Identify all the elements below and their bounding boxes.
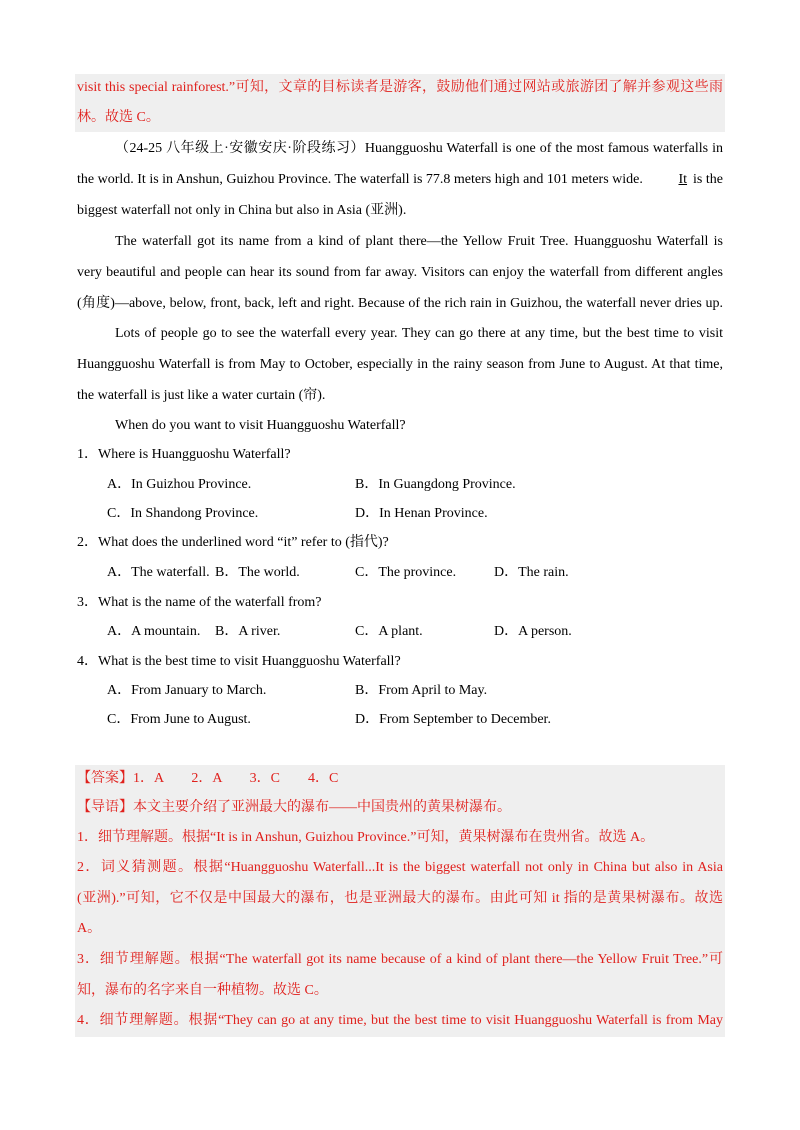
question-4-option-d[interactable]: D．From September to December. xyxy=(355,712,551,727)
passage-p1-line-2-tail: is the xyxy=(693,172,723,187)
question-3-option-d[interactable]: D．A person. xyxy=(494,624,572,639)
explanation-2-line-2: (亚洲).”可知，它不仅是中国最大的瀑布，也是亚洲最大的瀑布。由此可知 it 指的是黄果树瀑布。故选 xyxy=(77,891,723,906)
question-2-option-a[interactable]: A．The waterfall. xyxy=(107,565,210,580)
question-3-stem: 3．What is the name of the waterfall from? xyxy=(77,595,322,610)
question-1-option-a[interactable]: A．In Guizhou Province. xyxy=(107,477,252,492)
question-4-option-c[interactable]: C．From June to August. xyxy=(107,712,251,727)
passage-p1-line-2 xyxy=(77,170,723,190)
explanation-3-line-2: 知，瀑布的名字来自一种植物。故选 C。 xyxy=(77,983,328,998)
passage-p1-line-1: （24-25 八年级上·安徽安庆·阶段练习）Huangguoshu Waterfall is one of the most famous waterfalls in xyxy=(115,141,723,156)
passage-p2-line-1: The waterfall got its name from a kind of plant there—the Yellow Fruit Tree. Huangguoshu Waterfall is xyxy=(115,234,723,249)
prev-answer-line-2: 林。故选 C。 xyxy=(77,110,160,125)
passage-p3-line-1: Lots of people go to see the waterfall every year. They can go there at any time, but the best time to visit xyxy=(115,326,723,341)
question-1-option-b[interactable]: B．In Guangdong Province. xyxy=(355,477,516,492)
explanation-4-line-1: 4．细节理解题。根据“They can go at any time, but the best time to visit Huangguoshu Waterfall is from May xyxy=(77,1013,723,1028)
passage-p1-line-3: biggest waterfall not only in China but also in Asia (亚洲). xyxy=(77,203,407,218)
question-4-option-b[interactable]: B．From April to May. xyxy=(355,683,488,698)
passage-p2-line-2: very beautiful and people can hear its sound from far away. Visitors can enjoy the waterfall from different angles xyxy=(77,265,723,280)
question-3-option-a[interactable]: A．A mountain. xyxy=(107,624,201,639)
question-3-option-c[interactable]: C．A plant. xyxy=(355,624,423,639)
passage-p4: When do you want to visit Huangguoshu Waterfall? xyxy=(115,418,406,433)
passage-p2-line-3: (角度)—above, below, front, back, left and right. Because of the rich rain in Guizhou, the waterfall never dries up. xyxy=(77,296,723,311)
question-2-stem: 2．What does the underlined word “it” refer to (指代)? xyxy=(77,535,389,550)
prev-answer-line-1: visit this special rainforest.”可知，文章的目标读者是游客，鼓励他们通过网站或旅游团了解并参观这些雨 xyxy=(77,80,723,95)
explanation-1: 1．细节理解题。根据“It is in Anshun, Guizhou Province.”可知，黄果树瀑布在贵州省。故选 A。 xyxy=(77,830,655,845)
underlined-word-it: It xyxy=(678,172,688,187)
explanation-2-line-1: 2．词义猜测题。根据“Huangguoshu Waterfall...It is the biggest waterfall not only in China but also in Asia xyxy=(77,860,723,875)
question-2-option-b[interactable]: B．The world. xyxy=(215,565,300,580)
answer-key: 【答案】1．A 2．A 3．C 4．C xyxy=(77,771,339,786)
explanation-2-line-3: A。 xyxy=(77,921,102,936)
question-4-option-a[interactable]: A．From January to March. xyxy=(107,683,267,698)
explanation-3-line-1: 3．细节理解题。根据“The waterfall got its name because of a kind of plant there—the Yellow Fruit Tree.”可 xyxy=(77,952,723,967)
question-2-option-d[interactable]: D．The rain. xyxy=(494,565,569,580)
answer-guide: 【导语】本文主要介绍了亚洲最大的瀑布——中国贵州的黄果树瀑布。 xyxy=(77,800,511,815)
question-3-option-b[interactable]: B．A river. xyxy=(215,624,281,639)
question-4-stem: 4．What is the best time to visit Huangguoshu Waterfall? xyxy=(77,654,401,669)
question-1-option-c[interactable]: C．In Shandong Province. xyxy=(107,506,259,521)
passage-p1-line-2-text: the world. It is in Anshun, Guizhou Province. The waterfall is 77.8 meters high and 101 meters wide. xyxy=(77,172,643,187)
passage-p3-line-3: the waterfall is just like a water curtain (帘). xyxy=(77,388,326,403)
question-1-stem: 1．Where is Huangguoshu Waterfall? xyxy=(77,447,291,462)
question-2-option-c[interactable]: C．The province. xyxy=(355,565,457,580)
passage-p3-line-2: Huangguoshu Waterfall is from May to October, especially in the rainy season from June to August. At that time, xyxy=(77,357,723,372)
question-1-option-d[interactable]: D．In Henan Province. xyxy=(355,506,488,521)
